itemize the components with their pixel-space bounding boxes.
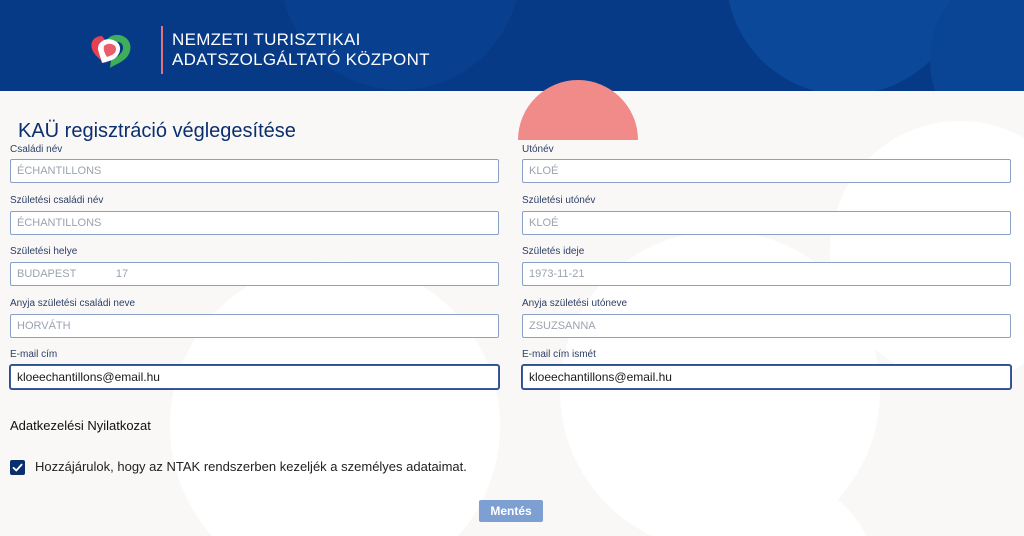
email-field[interactable]: kloeechantillons@email.hu — [10, 365, 499, 389]
consent-label[interactable]: Hozzájárulok, hogy az NTAK rendszerben kezeljék a személyes adataimat. — [35, 459, 467, 474]
family-name-field[interactable]: ÉCHANTILLONS — [10, 159, 499, 183]
given-name-label: Utónév — [522, 144, 554, 155]
consent-checkbox[interactable] — [10, 460, 25, 475]
birth-family-name-field[interactable]: ÉCHANTILLONS — [10, 211, 499, 235]
birth-family-name-label: Születési családi név — [10, 195, 104, 206]
mother-given-name-label: Anyja születési utóneve — [522, 298, 628, 309]
birth-date-label: Születés ideje — [522, 246, 585, 257]
birth-date-field[interactable]: 1973-11-21 — [522, 262, 1011, 286]
birth-place-label: Születési helye — [10, 246, 78, 257]
birth-place-field[interactable]: BUDAPEST 17 — [10, 262, 499, 286]
page-title: KAÜ regisztráció véglegesítése — [18, 120, 296, 142]
header-divider — [161, 26, 163, 74]
birth-given-name-label: Születési utónév — [522, 195, 596, 206]
background-decor-circle — [170, 261, 500, 536]
checkmark-icon — [10, 460, 25, 475]
email-confirm-field[interactable]: kloeechantillons@email.hu — [522, 365, 1011, 389]
given-name-field[interactable]: KLOÉ — [522, 159, 1011, 183]
family-name-label: Családi név — [10, 144, 63, 155]
org-name-line2: ADATSZOLGÁLTATÓ KÖZPONT — [172, 50, 430, 69]
organization-name — [172, 30, 430, 70]
privacy-section-title: Adatkezelési Nyilatkozat — [10, 418, 151, 433]
site-header — [0, 0, 1024, 91]
email-confirm-label: E-mail cím ismét — [522, 349, 596, 360]
birth-given-name-field[interactable]: KLOÉ — [522, 211, 1011, 235]
mother-given-name-field[interactable]: ZSUZSANNA — [522, 314, 1011, 338]
mother-family-name-field[interactable]: HORVÁTH — [10, 314, 499, 338]
ntak-logo-icon — [88, 30, 138, 70]
org-name-line1: NEMZETI TURISZTIKAI — [172, 30, 361, 49]
mother-family-name-label: Anyja születési családi neve — [10, 298, 136, 309]
save-button[interactable]: Mentés — [479, 500, 543, 522]
email-label: E-mail cím — [10, 349, 58, 360]
header-decor-circle — [930, 0, 1024, 91]
